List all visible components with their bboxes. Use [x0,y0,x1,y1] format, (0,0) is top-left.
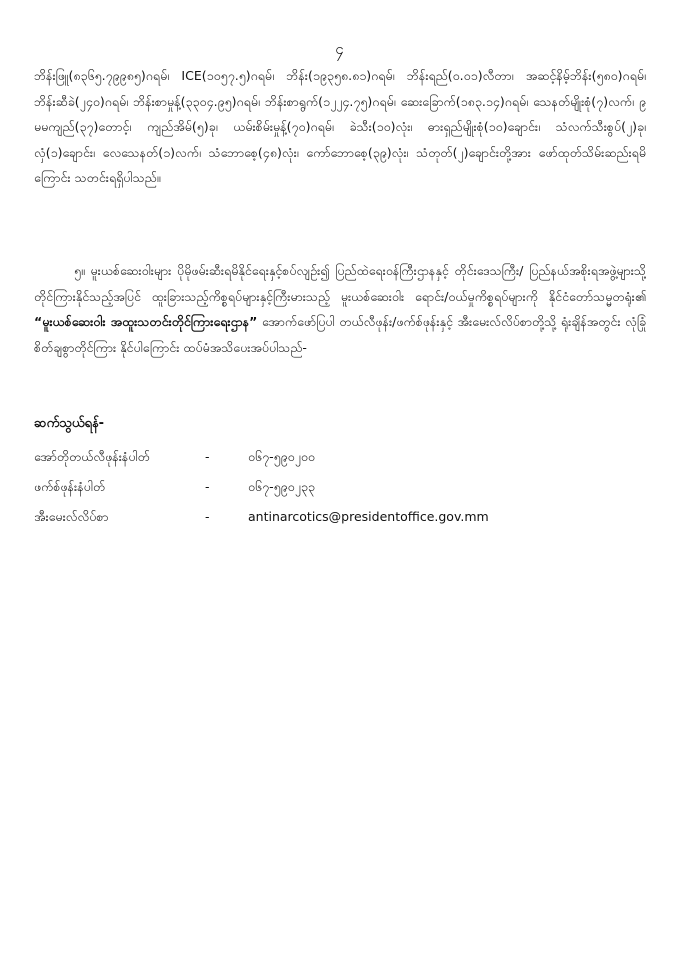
contact-row-phone [34,444,646,470]
phone-number: ၀၆၇-၅၉၀၂၀၀ [248,449,315,464]
seizure-paragraph: ဘိန်းဖြူ(၈၃၆၅.၇၉၉၈၅)ဂရမ်၊ ICE(၁၀၅၇.၅)ဂရမ်၊ ဘိန်း(၁၉၃၅၈.၈၁)ဂရမ်၊ ဘိန်းရည်(၀.၀၁)လီတာ၊ အဆင့်နိမ့်ဘိန်း(၅၈၀)ဂရမ်၊ ဘိန်းဆီခဲ(၂၄၀)ဂရမ်၊ ဘိန်းစာမှုန့်(၃၃၀၄.၉၅)ဂရမ်၊ ဘိန်းစာရွက်(၁၂၂၄.၇၅)ဂရမ်၊ ဆေးခြောက်(၁၈၃.၁၄)ဂရမ်၊ သေနတ်မျိုးစုံ(၇)လက်၊ ၉ မမကျည်(၃၇)တောင့်၊ ကျည်အိမ်(၅)ခု၊ ယမ်းစိမ်းမှုန့်(၇၀)ဂရမ်၊ ခဲသီး(၁၀)လုံး၊ ဓားရှည်မျိုးစုံ(၁၀)ချောင်း၊ သံလက်သီးစွပ်(၂)ခု၊ လှံ(၁)ချောင်း၊ လေသေနတ်(၁)လက်၊ သံဘောစေ့(၄၈)လုံး၊ ကော်ဘောစေ့(၃၉)လုံး၊ သံတုတ်(၂)ချောင်းတို့အား ဖော်ထုတ်သိမ်းဆည်းရမိကြောင်း သတင်းရရှိပါသည်။ [34,68,646,185]
reporting-paragraph-text-end: အောက်ဖော်ပြပါ တယ်လီဖုန်း/ဖက်စ်ဖုန်းနှင့် အီးမေးလ်လိပ်စာတို့သို့ ရုံးချိန်အတွင်း လုံခြုံစိတ်ချစွာတိုင်ကြား နိုင်ပါကြောင်း ထပ်မံအသိပေးအပ်ပါသည်- [34,314,646,355]
contact-row-fax [34,474,646,500]
contact-separator: - [205,479,210,494]
contact-separator: - [205,509,210,524]
contact-label: အီးမေးလ်လိပ်စာ [34,509,109,524]
contact-row-email [34,504,646,530]
fax-number: ၀၆၇-၅၉၀၂၃၃ [248,479,315,494]
reporting-paragraph-text: ၅။ မူးယစ်ဆေးဝါးများ ပိုမိုဖမ်းဆီးရမိနိုင်ရေးနှင့်စပ်လျဉ်း၍ ပြည်ထဲရေးဝန်ကြီးဌာနနှင့် တိုင်းဒေသကြီး/ ပြည်နယ်အစိုးရအဖွဲ့များသို့ တိုင်ကြားနိုင်သည့်အပြင် ထူးခြားသည့်ကိစ္စရပ်များနှင့်ကြီးမားသည့် မူးယစ်ဆေးဝါး ရောင်း/ဝယ်မှုကိစ္စရပ်များကို နိုင်ငံတော်သမ္မတရုံး၏ [34,263,646,304]
contact-separator: - [205,449,210,464]
contact-label: ဖက်စ်ဖုန်းနံပါတ် [34,479,106,494]
email-address[interactable]: antinarcotics@presidentoffice.gov.mm [248,509,489,524]
reporting-paragraph [34,258,646,360]
contact-heading: ဆက်သွယ်ရန်- [34,416,105,431]
contact-label: အော်တိုတယ်လီဖုန်းနံပါတ် [34,449,150,464]
page-number: ၄ [335,40,344,58]
special-reporting-office-name: “မူးယစ်ဆေးဝါး အထူးသတင်းတိုင်ကြားရေးဌာန” [34,314,258,329]
